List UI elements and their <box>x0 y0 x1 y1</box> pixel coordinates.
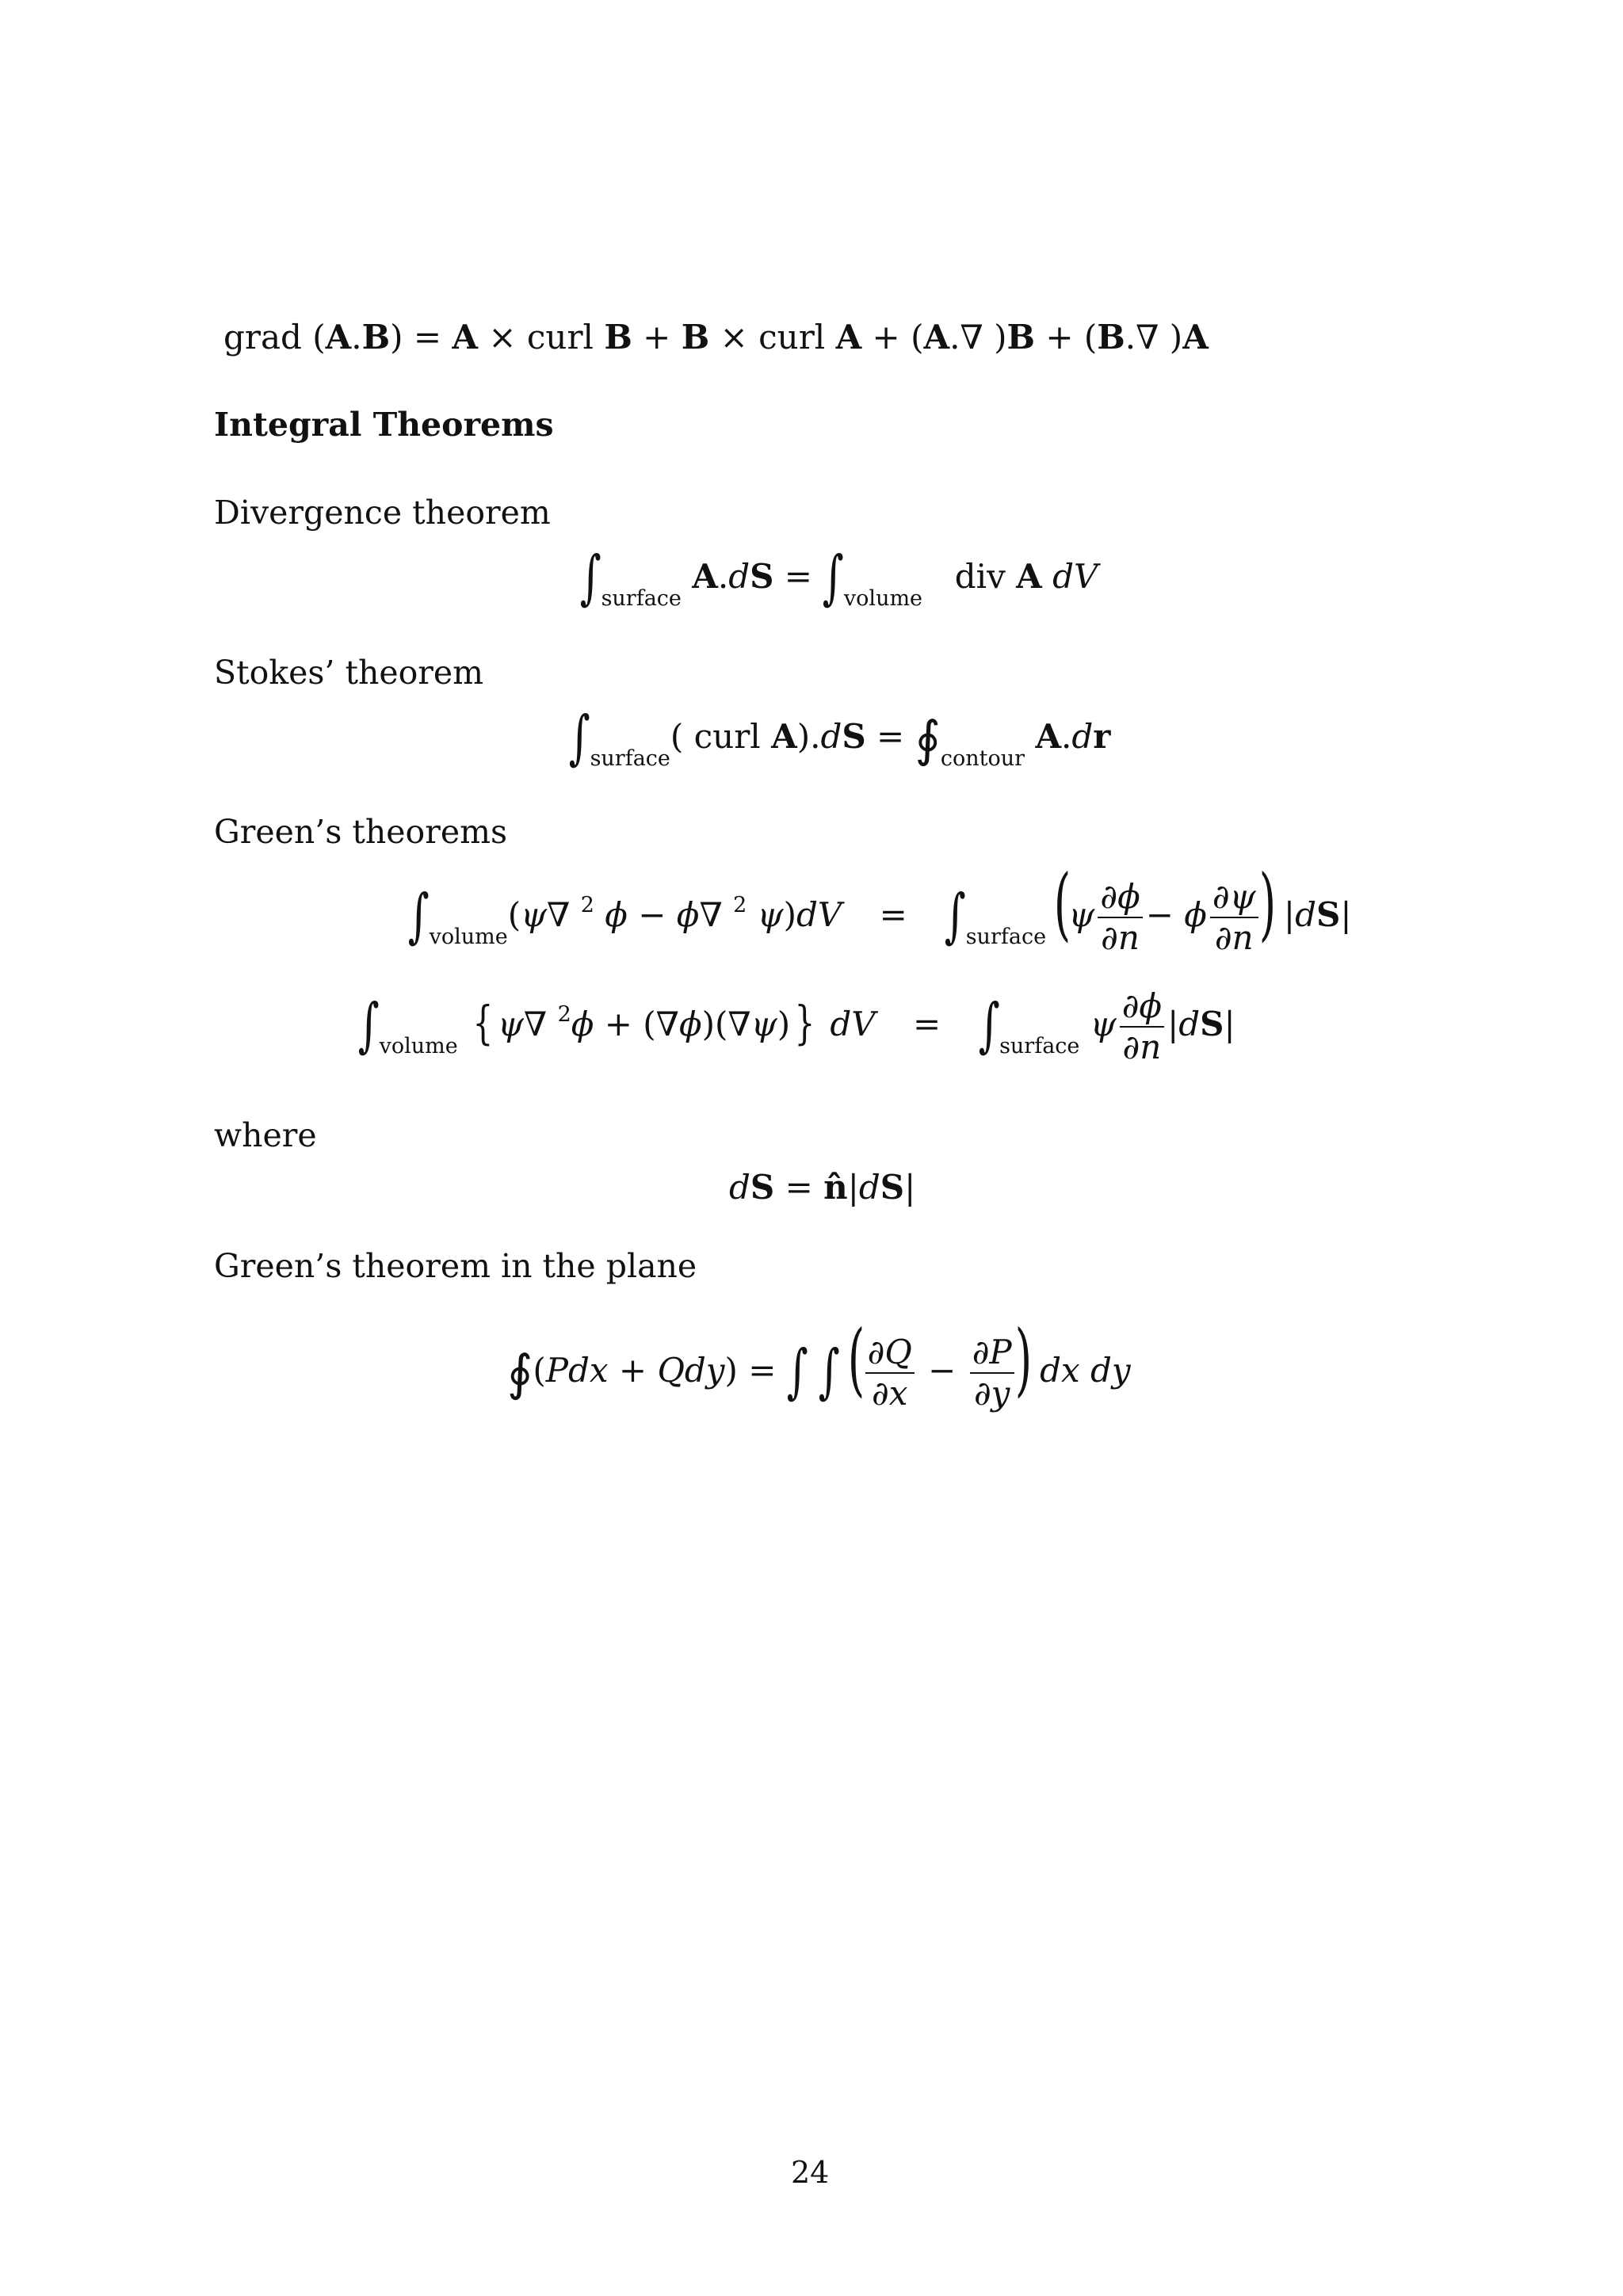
grad-identity-equation: grad (A.B) = A × curl B + B × curl A + (A.∇ )B + (B.∇ )A <box>223 318 1209 357</box>
integral-sign: ∫ <box>944 882 966 950</box>
greens-second-identity: $\int_{volume}$ { ψ∇ $^2$ϕ + (∇ϕ)(∇ψ)} dV = $\int_{surface}$ ψ $\frac{\partial\phi}{\partial n}$ |dS| <box>357 986 1235 1066</box>
subscript-surface: surface <box>601 586 682 611</box>
surface-element-definition: dS = n̂|dS| <box>729 1168 916 1207</box>
greens-theorems-label: Green’s theorems <box>214 813 508 851</box>
grad-operator: grad <box>223 318 302 357</box>
subscript-volume: volume <box>429 925 508 949</box>
stokes-theorem-equation: $\int_{surface}$( curl $A).dS = ∮_{contour}$ A.dr <box>568 704 1111 772</box>
contour-integral-sign: ∮ <box>915 710 941 768</box>
integral-sign: ∫ <box>978 991 1000 1059</box>
greens-first-identity: $\int_{volume}(\psi\nabla$ $^2$ ϕ − ϕ∇ $^2$ $\psi)dV = \int_{surface}$ (ψ $\frac{\partial\phi}{\partial n}$ − ϕ $\frac{\partial\psi}{\partial n}$ ) |dS| <box>407 857 1352 957</box>
integral-sign: ∫ <box>579 543 601 612</box>
div-operator: div <box>954 557 1006 596</box>
integral-sign: ∫ <box>786 1337 808 1405</box>
curl-operator: curl <box>693 717 761 756</box>
stokes-theorem-label: Stokes’ theorem <box>214 654 484 692</box>
integral-sign: ∫ <box>823 543 845 612</box>
subscript-contour: contour <box>940 746 1025 771</box>
divergence-theorem-equation: $\int_{surface}$ $A.dS = \int_{volume}$ div A dV <box>579 543 1098 612</box>
subscript-surface: surface <box>965 925 1047 949</box>
subscript-volume: volume <box>843 586 923 611</box>
integral-sign: ∫ <box>568 704 590 772</box>
curl-operator: curl <box>526 318 594 357</box>
divergence-theorem-label: Divergence theorem <box>214 494 551 532</box>
page-number: 24 <box>791 2155 830 2190</box>
greens-plane-label: Green’s theorem in the plane <box>214 1247 697 1285</box>
integral-sign: ∫ <box>407 882 430 950</box>
subscript-volume: volume <box>379 1034 458 1058</box>
greens-plane-equation: ∮(Pdx + Qdy) = ∫ ∫ ( $\frac{\partial Q}{\partial x}$ − $\frac{\partial P}{\partial y}$ ) dx dy <box>507 1313 1131 1413</box>
integral-sign: ∫ <box>357 991 380 1059</box>
subscript-surface: surface <box>999 1034 1080 1058</box>
section-heading: Integral Theorems <box>214 406 554 444</box>
curl-operator: curl <box>758 318 826 357</box>
where-label: where <box>214 1116 317 1154</box>
contour-integral-sign: ∮ <box>507 1344 533 1402</box>
integral-sign: ∫ <box>818 1337 840 1405</box>
subscript-surface: surface <box>590 746 670 771</box>
